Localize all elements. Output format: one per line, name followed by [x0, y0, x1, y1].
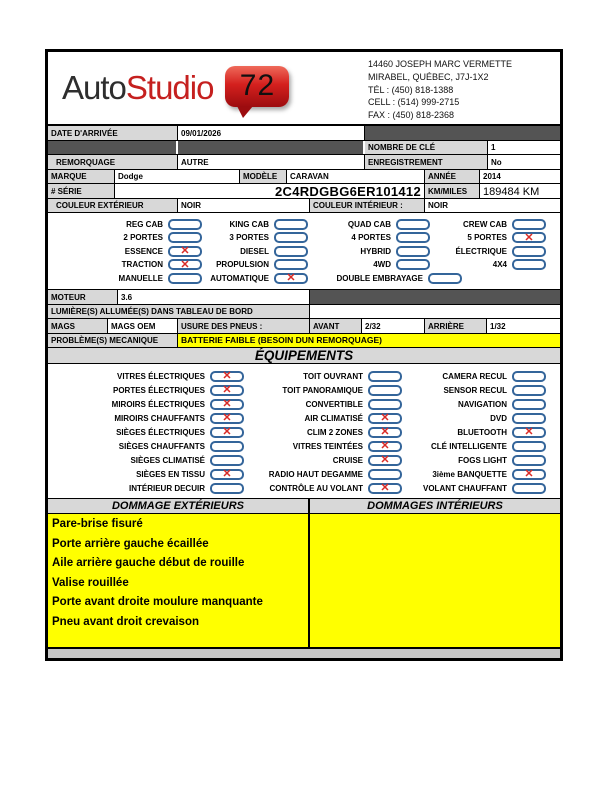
checkbox[interactable] — [168, 273, 202, 284]
option-label: ESSENCE — [124, 246, 163, 256]
address-line: MIRABEL, QUÉBEC, J7J-1X2 — [368, 71, 489, 82]
checkbox[interactable] — [428, 273, 462, 284]
option-label: AIR CLIMATISÉ — [304, 413, 363, 423]
option-label: REG CAB — [126, 219, 163, 229]
checkbox[interactable] — [368, 469, 402, 480]
option-cell — [402, 481, 546, 495]
option-label: CLIM 2 ZONES — [306, 427, 363, 437]
damage-line: Pneu avant droit crevaison — [52, 615, 199, 628]
option-label: 2 PORTES — [123, 233, 163, 242]
option-cell — [202, 231, 308, 244]
checkbox[interactable]: ✕ — [210, 427, 244, 438]
checkbox[interactable]: ✕ — [512, 232, 546, 243]
option-label: RADIO HAUT DEGAMME — [268, 469, 363, 479]
option-cell — [402, 383, 546, 397]
option-label: MIROIRS ÉLECTRIQUES — [111, 399, 205, 409]
remorquage-value[interactable]: AUTRE — [178, 155, 365, 169]
lumieres-label: LUMIÈRE(S) ALLUMÉE(S) DANS TABLEAU DE BORD — [48, 305, 310, 319]
option-cell — [244, 453, 402, 467]
option-cell — [54, 245, 202, 258]
logo-72-badge-icon — [225, 66, 289, 107]
option-cell — [48, 453, 244, 467]
option-cell — [202, 258, 308, 271]
probleme-label: PROBLÈME(S) MECANIQUE — [48, 334, 178, 348]
checkbox[interactable] — [512, 219, 546, 230]
date-arrivee-label: DATE D'ARRIVÉE — [48, 126, 178, 140]
option-cell — [308, 272, 462, 285]
address-line: FAX : (450) 818-2368 — [368, 110, 455, 121]
option-cell — [202, 272, 308, 285]
checkbox[interactable] — [210, 483, 244, 494]
probleme-value[interactable]: BATTERIE FAIBLE (BESOIN DUN REMORQUAGE) — [178, 334, 560, 348]
option-label: SIÈGES ÉLECTRIQUES — [116, 427, 205, 437]
checkbox[interactable]: ✕ — [210, 399, 244, 410]
option-cell — [402, 453, 546, 467]
couleur-ext-label: COULEUR EXTÉRIEUR — [48, 199, 178, 213]
checkbox[interactable] — [512, 441, 546, 452]
checkbox[interactable]: ✕ — [210, 413, 244, 424]
option-cell — [244, 439, 402, 453]
dommage-exterieurs-list[interactable] — [48, 514, 310, 647]
filler-cell — [48, 141, 178, 155]
row-probleme — [48, 334, 560, 349]
checkbox[interactable] — [368, 385, 402, 396]
checkbox[interactable] — [274, 246, 308, 257]
option-label: QUAD CAB — [347, 219, 391, 229]
checkbox[interactable] — [274, 219, 308, 230]
option-label: TRACTION — [121, 260, 163, 269]
badge-number: 72 — [239, 69, 276, 102]
checkbox[interactable]: ✕ — [210, 469, 244, 480]
option-label: NAVIGATION — [457, 399, 507, 409]
damages-body — [48, 514, 560, 648]
cab-options-grid — [48, 213, 560, 290]
checkbox[interactable]: ✕ — [210, 371, 244, 382]
option-label: CREW CAB — [463, 219, 507, 229]
option-label: SENSOR RECUL — [443, 385, 507, 395]
checkbox[interactable] — [512, 246, 546, 257]
option-label: DOUBLE EMBRAYAGE — [336, 273, 423, 283]
option-cell — [244, 481, 402, 495]
dommages-interieurs-list[interactable] — [310, 514, 560, 647]
option-cell — [48, 411, 244, 425]
lumieres-value[interactable] — [310, 305, 560, 319]
checkbox[interactable] — [512, 413, 546, 424]
row-remorquage — [48, 155, 560, 170]
checkbox[interactable] — [512, 385, 546, 396]
option-cell — [430, 245, 546, 258]
filler-cell — [310, 290, 560, 304]
checkbox[interactable] — [512, 455, 546, 466]
option-label: FOGS LIGHT — [458, 455, 507, 465]
checkbox[interactable]: ✕ — [168, 246, 202, 257]
option-label: DVD — [490, 413, 507, 423]
moteur-value[interactable]: 3.6 — [118, 290, 310, 304]
option-label: DIESEL — [240, 246, 269, 256]
checkbox[interactable] — [512, 483, 546, 494]
cab-options-row — [54, 245, 546, 258]
avant-label: AVANT — [310, 319, 362, 333]
option-label: 4 PORTES — [351, 233, 391, 242]
annee-value[interactable]: 2014 — [480, 170, 560, 184]
option-cell — [48, 467, 244, 481]
arriere-label: ARRIÈRE — [425, 319, 487, 333]
option-label: KING CAB — [229, 219, 269, 229]
serie-value[interactable]: 2C4RDGBG6ER101412 — [115, 184, 425, 198]
checkbox[interactable] — [210, 441, 244, 452]
option-cell — [402, 467, 546, 481]
arriere-value[interactable]: 1/32 — [487, 319, 560, 333]
row-mags-usure — [48, 319, 560, 334]
checkbox[interactable] — [168, 219, 202, 230]
checkbox[interactable] — [274, 259, 308, 270]
option-cell — [402, 439, 546, 453]
option-cell — [48, 425, 244, 439]
speech-bubble-tail-icon — [237, 106, 253, 118]
equipements-column — [244, 369, 402, 496]
option-label: INTÉRIEUR DECUIR — [128, 483, 205, 493]
logo-wordmark — [62, 69, 213, 107]
option-label: HYBRID — [360, 246, 391, 256]
checkbox[interactable] — [368, 371, 402, 382]
option-cell — [430, 258, 546, 271]
option-cell — [244, 411, 402, 425]
cab-options-row — [54, 218, 546, 231]
option-cell — [402, 397, 546, 411]
checkbox[interactable]: ✕ — [168, 259, 202, 270]
option-cell — [54, 218, 202, 231]
enregistrement-label: ENREGISTREMENT — [365, 155, 488, 169]
checkbox[interactable]: ✕ — [512, 469, 546, 480]
option-label: VITRES TEINTÉES — [292, 441, 363, 451]
filler-cell — [178, 141, 365, 155]
checkbox[interactable] — [274, 232, 308, 243]
avant-value[interactable]: 2/32 — [362, 319, 425, 333]
option-label: SIÈGES EN TISSU — [136, 469, 205, 479]
checkbox[interactable] — [396, 219, 430, 230]
filler-cell — [365, 126, 560, 140]
address-block — [364, 52, 560, 124]
row-date-arrivee — [48, 126, 560, 141]
row-nombre-cle — [48, 141, 560, 156]
km-label: KM/MILES — [425, 184, 480, 198]
address-line: 14460 JOSEPH MARC VERMETTE — [368, 59, 513, 69]
option-label: CONVERTIBLE — [305, 399, 363, 409]
option-label: SIÈGES CLIMATISÉ — [130, 455, 205, 465]
checkbox[interactable] — [396, 232, 430, 243]
damage-line: Valise rouillée — [52, 576, 129, 589]
option-cell — [48, 439, 244, 453]
option-cell — [308, 231, 430, 244]
option-cell — [244, 425, 402, 439]
equipements-grid — [48, 364, 560, 499]
option-label: PORTES ÉLECTRIQUES — [112, 385, 205, 395]
cab-options-row — [54, 231, 546, 244]
nombre-cle-label: NOMBRE DE CLÉ — [365, 141, 488, 155]
checkbox[interactable] — [512, 371, 546, 382]
option-label: SIÈGES CHAUFFANTS — [118, 441, 205, 451]
option-cell — [54, 231, 202, 244]
option-label: MANUELLE — [118, 273, 163, 283]
equipements-column — [402, 369, 546, 496]
mags-value[interactable]: MAGS OEM — [108, 319, 178, 333]
damage-line: Aile arrière gauche début de rouille — [52, 557, 245, 569]
form-header — [48, 52, 560, 126]
cab-options-row — [54, 258, 546, 271]
option-cell — [308, 218, 430, 231]
option-label: VITRES ÉLECTRIQUES — [116, 371, 205, 381]
bottom-bar — [48, 648, 560, 658]
equipements-column — [48, 369, 244, 496]
logo-studio-text: Studio — [125, 69, 214, 106]
checkbox[interactable] — [512, 259, 546, 270]
serie-label: # SÉRIE — [48, 184, 115, 198]
checkbox[interactable]: ✕ — [512, 427, 546, 438]
option-label: CONTRÔLE AU VOLANT — [269, 483, 363, 493]
checkbox[interactable] — [168, 232, 202, 243]
empty-cell — [462, 272, 546, 285]
dommages-interieurs-title: DOMMAGES INTÉRIEURS — [310, 499, 560, 513]
damage-line: Pare-brise fisuré — [52, 518, 143, 530]
remorquage-label: REMORQUAGE — [48, 155, 178, 169]
checkbox[interactable]: ✕ — [368, 483, 402, 494]
nombre-cle-value[interactable]: 1 — [488, 141, 560, 155]
option-cell — [308, 245, 430, 258]
option-cell — [54, 272, 202, 285]
option-label: 4WD — [373, 260, 391, 269]
option-label: AUTOMATIQUE — [210, 273, 269, 283]
option-label: 3 PORTES — [229, 233, 269, 242]
checkbox[interactable] — [368, 399, 402, 410]
checkbox[interactable]: ✕ — [368, 427, 402, 438]
damage-line: Porte avant droite moulure manquante — [52, 596, 263, 608]
option-cell — [244, 467, 402, 481]
couleur-ext-value[interactable]: NOIR — [178, 199, 310, 213]
cab-options-row — [54, 272, 546, 285]
option-label: PROPULSION — [216, 260, 269, 269]
mags-label: MAGS — [48, 319, 108, 333]
row-serie — [48, 184, 560, 199]
option-cell — [430, 231, 546, 244]
option-cell — [402, 425, 546, 439]
equipements-title: ÉQUIPEMENTS — [48, 348, 560, 364]
marque-label: MARQUE — [48, 170, 115, 184]
address-line: CELL : (514) 999-2715 — [368, 97, 460, 108]
option-cell — [48, 397, 244, 411]
modele-label: MODÈLE — [240, 170, 287, 184]
checkbox[interactable]: ✕ — [368, 455, 402, 466]
autostudio-logo — [48, 52, 364, 124]
option-cell — [48, 369, 244, 383]
option-cell — [244, 369, 402, 383]
option-cell — [308, 258, 430, 271]
logo-auto-text: Auto — [62, 69, 126, 106]
row-moteur — [48, 290, 560, 305]
option-label: 5 PORTES — [467, 233, 507, 242]
date-arrivee-value[interactable]: 09/01/2026 — [178, 126, 365, 140]
usure-label: USURE DES PNEUS : — [178, 319, 310, 333]
option-cell — [244, 397, 402, 411]
checkbox[interactable] — [396, 246, 430, 257]
option-label: CRUISE — [332, 455, 363, 465]
option-label: 3ième BANQUETTE — [432, 469, 507, 479]
address-line: TÉL : (450) 818-1388 — [368, 84, 454, 95]
enregistrement-value[interactable]: No — [488, 155, 560, 169]
couleur-int-label: COULEUR INTÉRIEUR : — [310, 199, 425, 213]
option-label: BLUETOOTH — [457, 427, 507, 437]
option-cell — [202, 245, 308, 258]
km-value[interactable]: 189484 KM — [480, 184, 560, 198]
row-lumieres — [48, 305, 560, 320]
option-cell — [402, 411, 546, 425]
option-cell — [54, 258, 202, 271]
option-label: MIROIRS CHAUFFANTS — [114, 413, 205, 423]
damage-line: Porte arrière gauche écaillée — [52, 537, 209, 550]
option-label: ÉLECTRIQUE — [455, 246, 507, 256]
option-cell — [48, 481, 244, 495]
checkbox[interactable] — [512, 399, 546, 410]
row-couleur — [48, 199, 560, 214]
option-label: TOIT PANORAMIQUE — [282, 385, 363, 395]
dommage-exterieurs-title: DOMMAGE EXTÉRIEURS — [48, 499, 310, 513]
vehicle-inspection-form — [45, 49, 563, 661]
moteur-label: MOTEUR — [48, 290, 118, 304]
checkbox[interactable]: ✕ — [368, 441, 402, 452]
option-cell — [202, 218, 308, 231]
row-marque — [48, 170, 560, 185]
marque-value[interactable]: Dodge — [115, 170, 240, 184]
checkbox[interactable]: ✕ — [210, 385, 244, 396]
option-label: 4X4 — [492, 260, 507, 269]
option-label: CLÉ INTELLIGENTE — [431, 441, 507, 451]
checkbox[interactable] — [210, 455, 244, 466]
option-cell — [244, 383, 402, 397]
option-label: VOLANT CHAUFFANT — [423, 483, 507, 493]
damages-header-row — [48, 499, 560, 514]
option-label: CAMERA RECUL — [442, 371, 507, 381]
couleur-int-value[interactable]: NOIR — [425, 199, 560, 213]
annee-label: ANNÉE — [425, 170, 480, 184]
option-label: TOIT OUVRANT — [303, 371, 363, 381]
option-cell — [48, 383, 244, 397]
checkbox[interactable] — [396, 259, 430, 270]
option-cell — [430, 218, 546, 231]
checkbox[interactable]: ✕ — [274, 273, 308, 284]
modele-value[interactable]: CARAVAN — [287, 170, 425, 184]
option-cell — [402, 369, 546, 383]
checkbox[interactable]: ✕ — [368, 413, 402, 424]
